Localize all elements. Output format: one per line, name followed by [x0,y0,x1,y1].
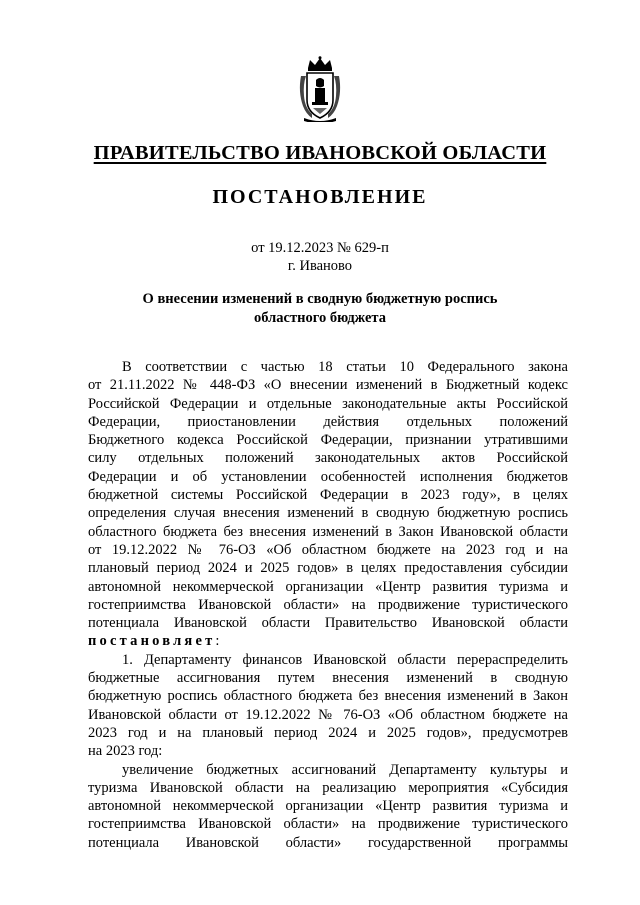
organization-title [0,142,640,165]
document-city: г. Иваново [287,258,353,274]
increase-line: туризма Ивановской области на реализацию мероприятия «Субсидия [88,779,568,796]
body-line: от 21.11.2022 № 448-ФЗ «О внесении изменений в Бюджетный кодекс [88,377,568,394]
resolves-line [88,632,568,650]
increase-line: потенциала Ивановской области» государственной программы [88,834,568,851]
item1-line: 1. Департаменту финансов Ивановской области перераспределить [122,651,568,668]
body-line: от 19.12.2022 № 76-ОЗ «Об областном бюджете на 2023 год и на [88,541,568,558]
body-line: гостеприимства Ивановской области» на продвижение туристического [88,596,568,613]
body-line: силу отдельных положений законодательных актов Российской [88,450,568,467]
document-body [88,358,568,852]
subject-line: областного бюджета [254,310,386,326]
body-line: областного бюджета без внесения изменений в Закон Ивановской области [88,523,568,540]
body-line: Российской Федерации и отдельные законодательные акты Российской [88,395,568,412]
body-line: автономной некоммерческой организации «Центр развития туризма и [88,578,568,595]
item1-line: на 2023 год: [88,743,163,760]
item1-line: Ивановской области от 19.12.2022 № 76-ОЗ «Об областном бюджете на [88,706,568,723]
body-line: определения случая внесения изменений в сводную бюджетную роспись [88,505,568,522]
item1-line: 2023 год и на плановый период 2024 и 2025 годов», предусмотрев [88,724,568,741]
body-line: потенциала Ивановской области Правительство Ивановской области [88,615,568,632]
organization-title-text: ПРАВИТЕЛЬСТВО ИВАНОВСКОЙ ОБЛАСТИ [93,142,547,164]
document-date-number: от 19.12.2023 № 629-п [251,240,389,256]
body-line: Федерации и об установлении особенностей исполнения бюджетов [88,468,568,485]
item1-line: бюджетные ассигнования путем внесения изменений в сводную [88,670,568,687]
resolves-word: постановляет [88,633,216,650]
increase-line: увеличение бюджетных ассигнований Департаменту культуры и [122,761,568,778]
coat-of-arms-icon [298,56,342,122]
resolves-colon: : [215,633,220,650]
body-line: бюджетной системы Российской Федерации в 2023 году», в целях [88,487,568,504]
body-line: Федерации, приостановлении действия отдельных положений [88,413,568,430]
document-type: ПОСТАНОВЛЕНИЕ [212,186,428,208]
body-line: Бюджетного кодекса Российской Федерации, признании утратившими [88,432,568,449]
item1-line: бюджетную роспись областного бюджета без внесения изменений в Закон [88,688,568,705]
body-line: В соответствии с частью 18 статьи 10 Федерального закона [122,359,568,375]
document-subject [130,290,510,328]
increase-line: гостеприимства Ивановской области» на продвижение туристического [88,816,568,833]
subject-line: О внесении изменений в сводную бюджетную роспись [142,291,498,307]
body-line: плановый период 2024 и 2025 годов» в целях предоставления субсидии [88,560,568,577]
increase-line: автономной некоммерческой организации «Центр развития туризма и [88,798,568,815]
